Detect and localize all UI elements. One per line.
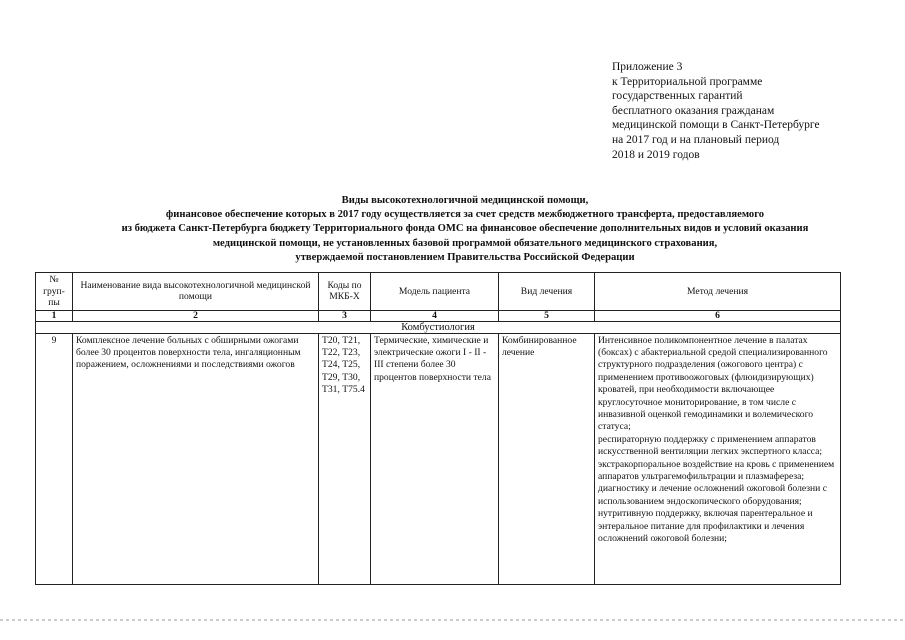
column-number-row [36, 310, 841, 321]
treatment-type: Комбинированное лечение [499, 333, 595, 584]
appendix-line: Приложение 3 [612, 61, 683, 73]
title-line: утверждаемой постановлением Правительства Российской Федерации [295, 251, 635, 263]
method-item: Интенсивное поликомпонентное лечение в палатах (боксах) с абактериальной средой специализированного структурного подразделения (ожогового центра) с применением противоожоговых (флюидизирующих) кроватей, при необходимости включающее круглосуточное мониторирование, в том числе с инвазивной оценкой гемодинамики и волемического статуса; [598, 334, 828, 433]
hightech-care-table [35, 272, 841, 585]
icd-codes: Т20, Т21, Т22, Т23, Т24, Т25, Т29, Т30, Т31, Т75.4 [319, 333, 371, 584]
header-care-type: Наименование вида высокотехнологичной медицинской помощи [73, 273, 319, 311]
header-treatment-type: Вид лечения [499, 273, 595, 311]
appendix-line: медицинской помощи в Санкт-Петербурге [612, 119, 820, 132]
header-patient-model: Модель пациента [371, 273, 499, 311]
appendix-line: на 2017 год и на плановый период [612, 133, 780, 146]
treatment-method [595, 333, 841, 584]
appendix-line: 2018 и 2019 годов [612, 148, 700, 161]
column-number: 1 [36, 310, 73, 321]
group-number: 9 [36, 333, 73, 584]
method-item: диагностику и лечение осложнений ожоговой болезни с использованием эндоскопического оборудования; [598, 483, 827, 507]
title-line: медицинской помощи, не установленных базовой программой обязательного медицинского страхования, [212, 237, 718, 249]
title-line: из бюджета Санкт-Петербурга бюджету Территориального фонда ОМС на финансовое обеспечение дополнительных видов и условий оказания [121, 223, 809, 235]
title-line: Виды высокотехнологичной медицинской помощи, [341, 195, 589, 206]
document-title [40, 194, 890, 265]
column-number: 4 [371, 310, 499, 321]
section-title: Комбустиология [36, 321, 841, 333]
care-type-name: Комплексное лечение больных с обширными ожогами более 30 процентов поверхности тела, ингаляционным поражением, осложнениями и последствиями ожогов [73, 333, 319, 584]
title-line: финансовое обеспечение которых в 2017 году осуществляется за счет средств межбюджетного трансферта, предоставляемого [165, 209, 765, 221]
header-icd-codes: Коды по МКБ-Х [319, 273, 371, 311]
patient-model: Термические, химические и электрические ожоги I - II - III степени более 30 процентов поверхности тела [371, 333, 499, 584]
appendix-line: бесплатного оказания гражданам [612, 104, 775, 117]
appendix-line: к Территориальной программе [612, 75, 763, 88]
header-treatment-method: Метод лечения [595, 273, 841, 311]
appendix-note [612, 60, 820, 162]
table-row [36, 333, 841, 584]
table-header-row [36, 273, 841, 311]
method-item: респираторную поддержку с применением аппаратов искусственной вентиляции легких экспертного класса; [598, 433, 823, 458]
scan-edge-line [0, 619, 905, 621]
header-group-no: № груп-пы [36, 273, 73, 311]
column-number: 5 [499, 310, 595, 321]
appendix-line: государственных гарантий [612, 90, 743, 103]
column-number: 6 [595, 310, 841, 321]
section-row [36, 321, 841, 333]
column-number: 3 [319, 310, 371, 321]
method-item: экстракорпоральное воздействие на кровь с применением аппаратов ультрагемофильтрации и плазмафереза; [598, 458, 835, 482]
method-item: нутритивную поддержку, включая парентеральное и энтеральное питание для профилактики и лечения осложнений ожоговой болезни; [598, 508, 813, 544]
column-number: 2 [73, 310, 319, 321]
